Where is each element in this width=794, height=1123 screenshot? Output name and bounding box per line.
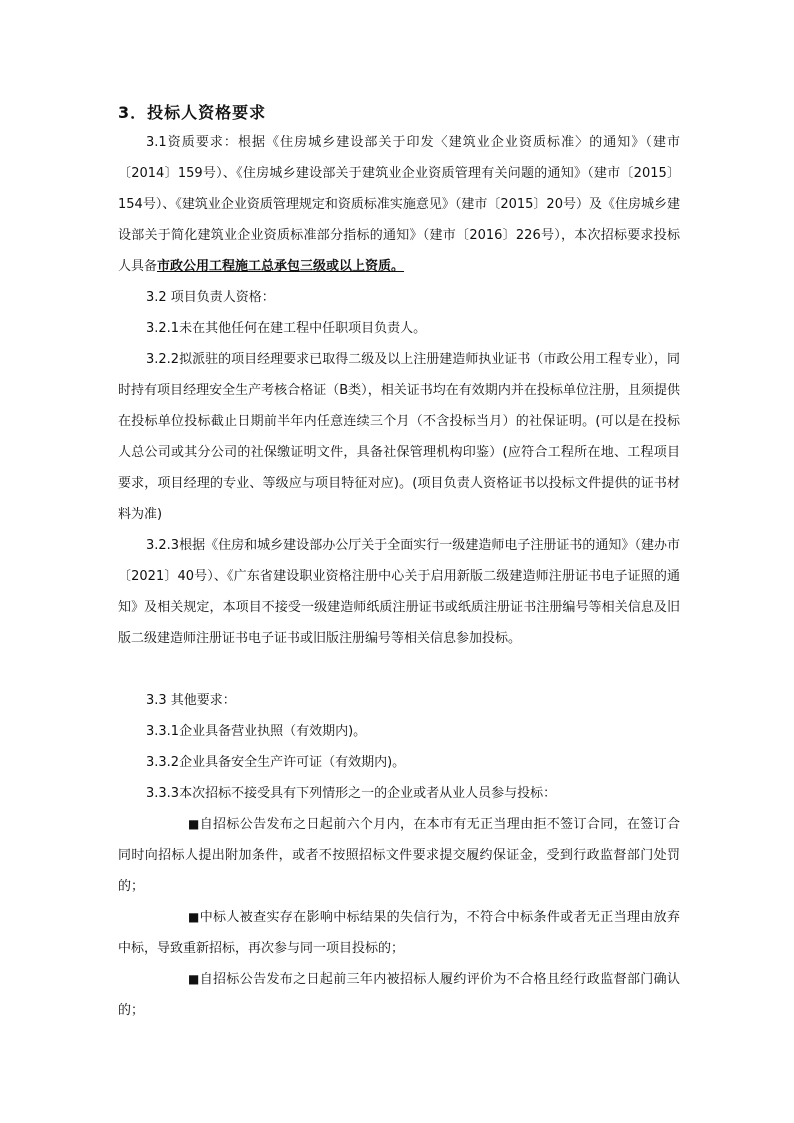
paragraph-3-3-1: 3.3.1企业具备营业执照（有效期内)。 bbox=[146, 724, 367, 739]
list-item bbox=[118, 809, 680, 902]
paragraph-3-3-2: 3.3.2企业具备安全生产许可证（有效期内)。 bbox=[146, 755, 406, 770]
paragraph-3-2-2: 3.2.2拟派驻的项目经理要求已取得二级及以上注册建造师执业证书（市政公用工程专业），同时持有项目经理安全生产考核合格证（B类），相关证书均在有效期内并在投标单位注册，且须提供在投标单位投标截止日期前半年内任意连续三个月（不含投标当月）的社保证明。(可以是在投标人总公司或其分公司的社保缴证明文件，具备社保管理机构印鉴）(应符合工程所在地、工程项目要求，项目经理的专业、等级应与项目特征对应)。(项目负责人资格证书以投标文件提供的证书材料为准) bbox=[118, 352, 680, 522]
qualification-suffix: 资质。 bbox=[365, 259, 405, 274]
paragraph-3-3-3: 3.3.3本次招标不接受具有下列情形之一的企业或者从业人员参与投标： bbox=[146, 786, 557, 801]
list-item bbox=[118, 964, 680, 1026]
paragraph-3-2-1: 3.2.1未在其他任何在建工程中任职项目负责人。 bbox=[146, 321, 427, 336]
square-bullet-icon: ■ bbox=[188, 817, 200, 831]
paragraph-3-3: 3.3 其他要求： bbox=[146, 693, 236, 708]
qualification-highlight: 市政公用工程施工总承包三级或以上 bbox=[157, 259, 366, 274]
square-bullet-icon: ■ bbox=[188, 910, 200, 924]
section-heading: 3．投标人资格要求 bbox=[118, 103, 267, 122]
square-bullet-icon: ■ bbox=[188, 972, 200, 986]
list-item-text: 中标人被查实存在影响中标结果的失信行为，不符合中标条件或者无正当理由放弃中标，导致重新招标，再次参与同一项目投标的； bbox=[118, 910, 680, 956]
list-item bbox=[118, 902, 680, 964]
list-item-text: 自招标公告发布之日起前三年内被招标人履约评价为不合格且经行政监督部门确认的； bbox=[118, 972, 680, 1018]
paragraph-3-2: 3.2 项目负责人资格： bbox=[146, 290, 275, 305]
paragraph-3-1-text: 3.1资质要求：根据《住房城乡建设部关于印发〈建筑业企业资质标准〉的通知》（建市〔2014〕159号）、《住房城乡建设部关于建筑业企业资质管理有关问题的通知》（建市〔2015〕154号）、《建筑业企业资质管理规定和资质标准实施意见》（建市〔2015〕20号）及《住房城乡建设部关于简化建筑业企业资质标准部分指标的通知》（建市〔2016〕226号），本次招标要求投标人具备 bbox=[118, 135, 680, 274]
list-item-text: 自招标公告发布之日起前六个月内，在本市有无正当理由拒不签订合同，在签订合同时向招标人提出附加条件，或者不按照招标文件要求提交履约保证金，受到行政监督部门处罚的； bbox=[118, 817, 680, 894]
paragraph-3-2-3: 3.2.3根据《住房和城乡建设部办公厅关于全面实行一级建造师电子注册证书的通知》（建办市〔2021〕40号）、《广东省建设职业资格注册中心关于启用新版二级建造师注册证书电子证照的通知》及相关规定，本项目不接受一级建造师纸质注册证书或纸质注册证书注册编号等相关信息及旧版二级建造师注册证书电子证书或旧版注册编号等相关信息参加投标。 bbox=[118, 538, 680, 646]
paragraph-3-1 bbox=[118, 127, 680, 282]
